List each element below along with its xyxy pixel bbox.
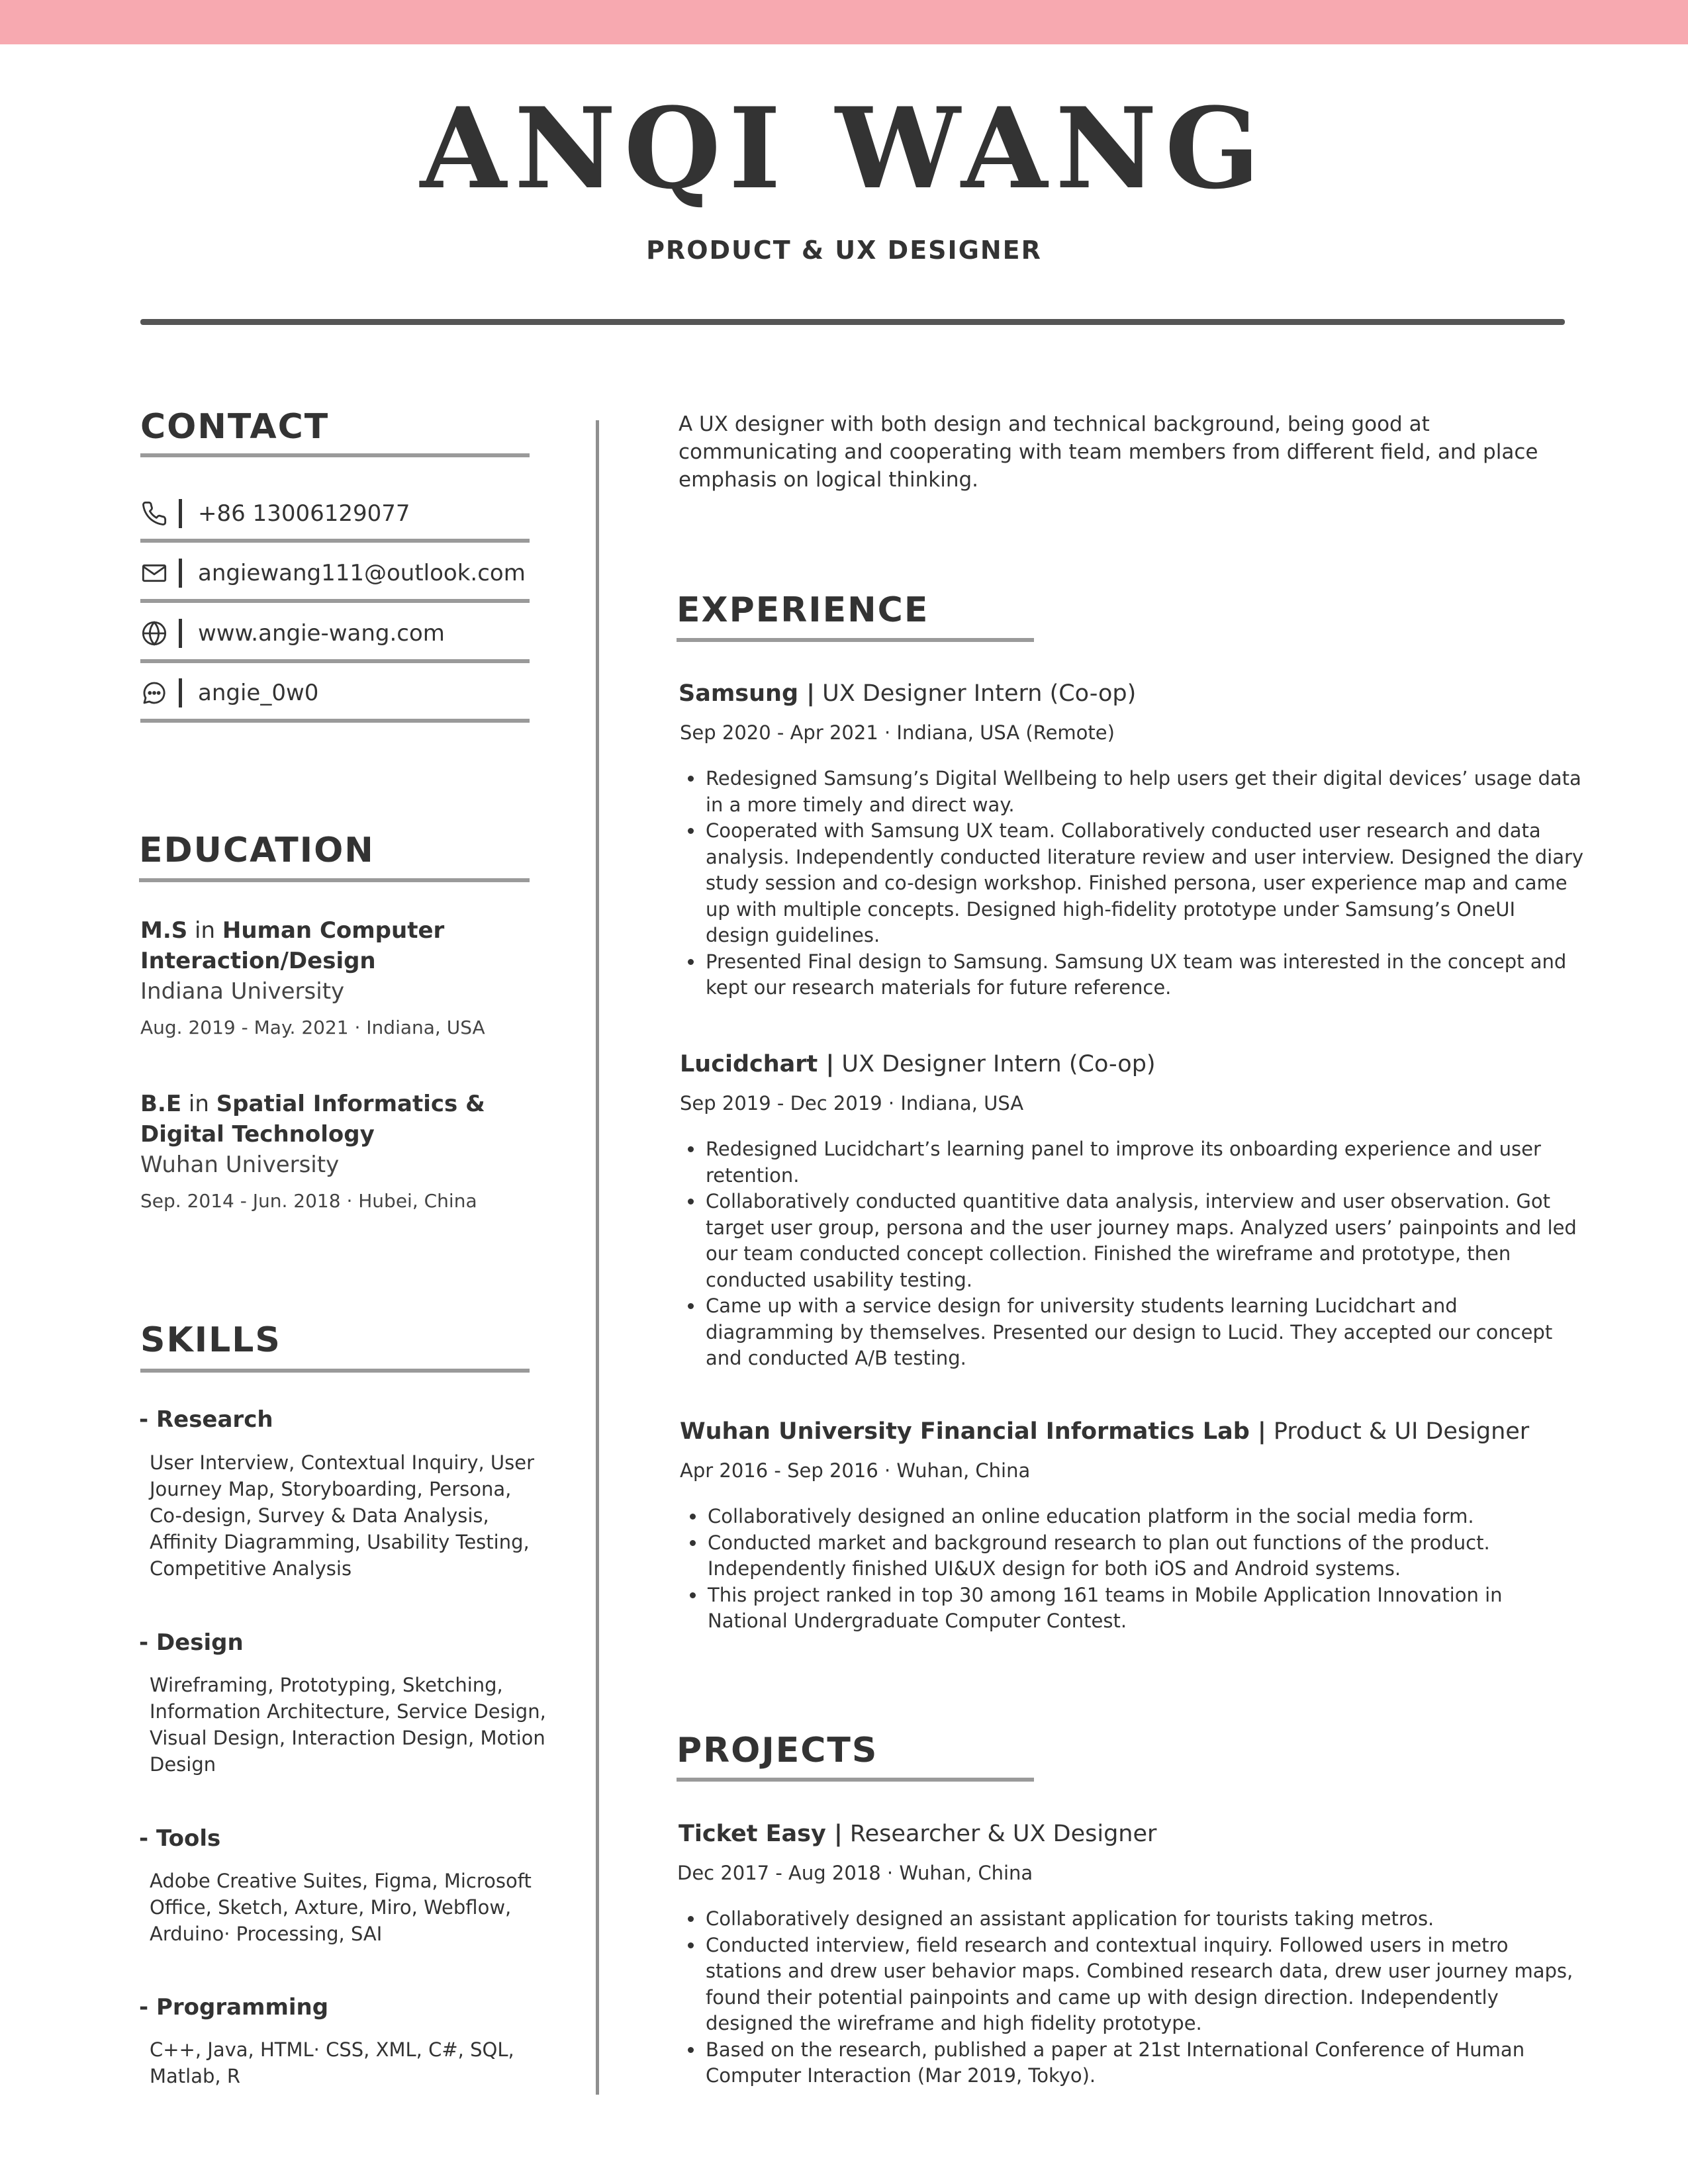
education-meta: Sep. 2014 - Jun. 2018 · Hubei, China [140, 1190, 477, 1212]
degree-connector: in [187, 917, 222, 944]
job-position: UX Designer Intern (Co-op) [834, 1051, 1156, 1077]
degree-line [140, 1089, 564, 1150]
bullet-item: • Redesigned Lucidchart’s learning panel to improve its onboarding experience and user retention. [704, 1136, 1588, 1189]
skill-group-text: Adobe Creative Suites, Figma, Microsoft Office, Sketch, Axture, Miro, Webflow, Arduino· Processing, SAI [150, 1870, 532, 1945]
bullet-item: • Came up with a service design for university students learning Lucidchart and diagramming by themselves. Presented our design to Lucid. They accepted our concept and conducted A/B testing. [704, 1293, 1588, 1372]
education-title: EDUCATION [139, 831, 375, 870]
education-entry [140, 1089, 564, 1214]
bullet-item: • Collaboratively designed an online education platform in the social media form. [706, 1504, 1573, 1530]
contact-phone [140, 486, 530, 541]
skill-group-heading: - Tools [139, 1825, 221, 1852]
education-title-underline [139, 878, 530, 882]
website-link[interactable]: www.angie-wang.com [198, 620, 445, 647]
chat-handle: angie_0w0 [198, 680, 319, 706]
bullet-item: • Collaboratively conducted quantitive data analysis, interview and user observation. Got target user group, persona and the user journey maps. Analyzed users’ painpoints and led our team conducted concept collection. Finished the wireframe and prototype, then conducted usability testing. [704, 1189, 1588, 1293]
skill-group-text: Wireframing, Prototyping, Sketching, Information Architecture, Service Design, Visual Design, Interaction Design, Motion Design [150, 1674, 546, 1776]
job-meta: Apr 2016 - Sep 2016 · Wuhan, China [680, 1459, 1031, 1482]
company-name: Lucidchart | [680, 1051, 835, 1077]
mail-icon [140, 559, 168, 587]
contact-divider [140, 599, 530, 603]
contact-chat [140, 665, 530, 721]
chat-icon [140, 679, 168, 707]
column-divider [596, 420, 599, 2095]
degree-connector: in [181, 1091, 216, 1117]
education-meta: Aug. 2019 - May. 2021 · Indiana, USA [140, 1017, 485, 1038]
header-divider [140, 319, 1565, 325]
bullet-item: • Cooperated with Samsung UX team. Collaboratively conducted user research and data analysis. Independently conducted literature review and user interview. Designed the diary study session and co-design workshop. Finished persona, user experience map and came up with multiple concepts. Designed high-fidelity prototype under Samsung’s OneUI design guidelines. [704, 818, 1585, 949]
globe-icon [140, 619, 168, 647]
company-name: Samsung | [679, 680, 815, 707]
school-name: Indiana University [140, 978, 345, 1005]
bullet-item: • Collaboratively designed an assistant application for tourists taking metros. [704, 1906, 1588, 1933]
email-address[interactable]: angiewang111@outlook.com [198, 560, 526, 586]
contact-website [140, 606, 530, 661]
contact-separator [179, 499, 182, 528]
job-meta: Sep 2019 - Dec 2019 · Indiana, USA [680, 1092, 1024, 1115]
profile-summary: A UX designer with both design and technical background, being good at communicating and cooperating with team members from different field, and place emphasis on logical thinking. [679, 412, 1538, 492]
contact-separator [179, 678, 182, 707]
project-meta: Dec 2017 - Aug 2018 · Wuhan, China [677, 1862, 1033, 1884]
job-title-line [680, 1418, 1529, 1445]
experience-title-underline [677, 638, 1034, 642]
field-of-study: Spatial Informatics & Digital Technology [140, 1091, 485, 1148]
contact-divider [140, 539, 530, 543]
job-position: UX Designer Intern (Co-op) [814, 680, 1137, 707]
company-name: Wuhan University Financial Informatics Lab | [680, 1418, 1266, 1445]
projects-title: PROJECTS [677, 1731, 878, 1770]
top-accent-bar [0, 0, 1688, 44]
job-bullets [677, 1136, 1588, 1372]
contact-title-underline [140, 453, 530, 457]
bullet-item: • Redesigned Samsung’s Digital Wellbeing to help users get their digital devices’ usage data in a more timely and direct way. [704, 766, 1585, 818]
job-bullets [679, 1504, 1573, 1635]
school-name: Wuhan University [140, 1152, 340, 1178]
field-of-study: Human Computer Interaction/Design [140, 917, 445, 974]
contact-divider [140, 719, 530, 723]
education-entry [140, 915, 564, 1041]
bullet-item: • This project ranked in top 30 among 161 teams in Mobile Application Innovation in National Undergraduate Computer Contest. [706, 1582, 1573, 1635]
bullet-item: • Presented Final design to Samsung. Samsung UX team was interested in the concept and kept our research materials for future reference. [704, 949, 1585, 1001]
contact-divider [140, 659, 530, 663]
candidate-name: ANQI WANG [420, 83, 1268, 214]
contact-separator [179, 559, 182, 588]
job-meta: Sep 2020 - Apr 2021 · Indiana, USA (Remote) [680, 721, 1115, 744]
job-title-line [679, 680, 1136, 707]
project-bullets [677, 1906, 1588, 2089]
degree: M.S [140, 917, 188, 944]
contact-separator [179, 619, 182, 648]
phone-icon [140, 500, 168, 527]
job-bullets [677, 766, 1585, 1001]
contact-title: CONTACT [140, 407, 330, 447]
bullet-item: • Based on the research, published a paper at 21st International Conference of Human Computer Interaction (Mar 2019, Tokyo). [704, 2037, 1588, 2089]
projects-title-underline [677, 1778, 1034, 1782]
phone-number[interactable]: +86 13006129077 [198, 500, 410, 527]
skill-group-heading: - Programming [139, 1994, 329, 2021]
skills-title: SKILLS [140, 1320, 281, 1360]
project-name: Ticket Easy | [679, 1821, 843, 1847]
bullet-item: • Conducted market and background research to plan out functions of the product. Independently finished UI&UX design for both iOS and Android systems. [706, 1530, 1573, 1582]
project-position: Researcher & UX Designer [842, 1821, 1157, 1847]
project-title-line [679, 1821, 1156, 1847]
skill-group-heading: - Design [139, 1629, 244, 1656]
degree: B.E [140, 1091, 182, 1117]
experience-title: EXPERIENCE [677, 590, 929, 630]
skill-group-heading: - Research [139, 1406, 273, 1433]
job-title-line [680, 1051, 1156, 1077]
skill-group-text: C++, Java, HTML· CSS, XML, C#, SQL, Matlab, R [150, 2038, 514, 2087]
candidate-role: PRODUCT & UX DESIGNER [646, 236, 1042, 265]
job-position: Product & UI Designer [1266, 1418, 1530, 1445]
skill-group-text: User Interview, Contextual Inquiry, User Journey Map, Storyboarding, Persona, Co-design, Survey & Data Analysis, Affinity Diagramming, Usability Testing, Competitive Analysis [150, 1451, 535, 1580]
contact-email [140, 545, 530, 601]
bullet-item: • Conducted interview, field research and contextual inquiry. Followed users in metro stations and drew user behavior maps. Combined research data, drew user journey maps, found their potential painpoints and came up with design direction. Independently designed the wireframe and high fidelity prototype. [704, 1933, 1588, 2037]
skills-title-underline [140, 1369, 530, 1373]
degree-line [140, 915, 564, 976]
